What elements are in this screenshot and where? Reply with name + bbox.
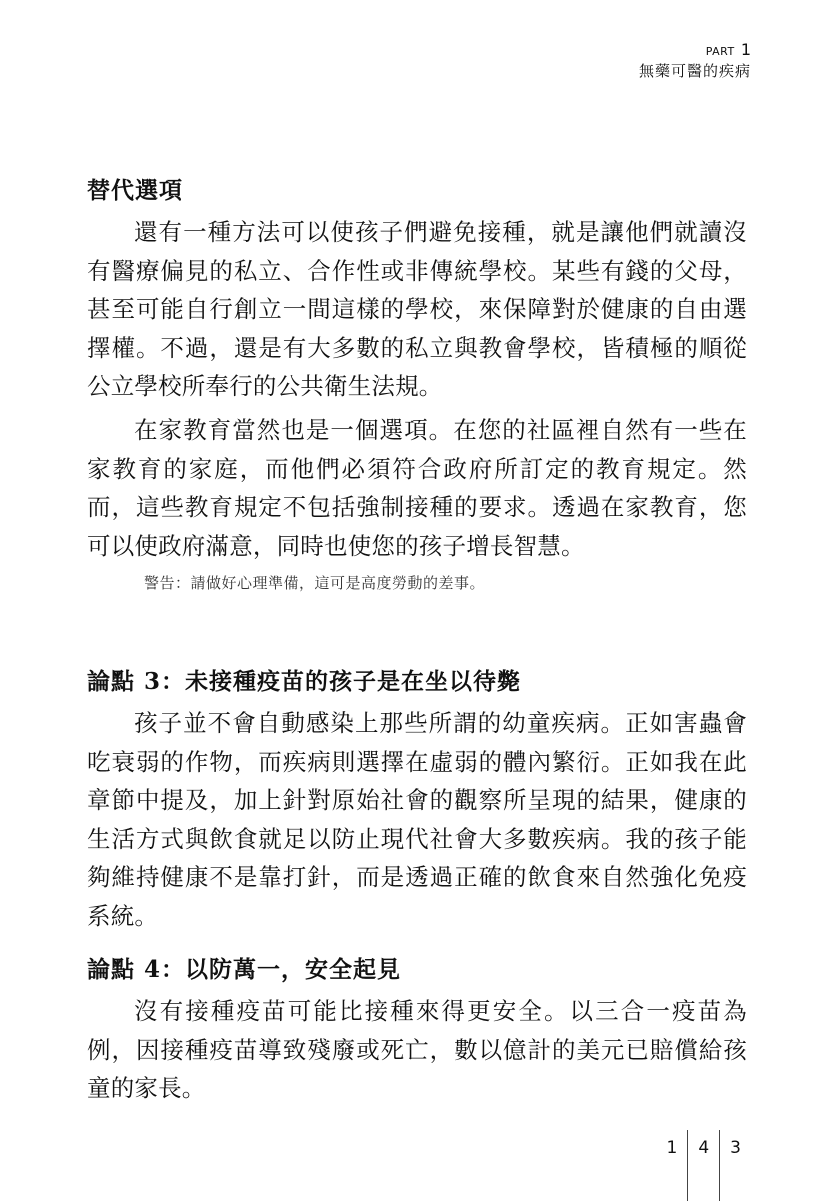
paragraph-private-schools: 還有一種方法可以使孩子們避免接種，就是讓他們就讀沒有醫療偏見的私立、合作性或非傳統學校。某些有錢的父母，甚至可能自行創立一間這樣的學校，來保障對於健康的自由選擇權。不過，還是有大多數的私立與教會學校，皆積極的順從公立學校所奉行的公共衛生法規。 [87,218,747,400]
page-number [657,1130,751,1201]
warning-note: 警告：請做好心理準備，這可是高度勞動的差事。 [144,574,486,592]
section-heading-alternatives: 替代選項 [87,177,183,204]
page-digit-3: 3 [719,1130,751,1201]
page-digit-1: 1 [666,1138,678,1158]
section-heading-argument-4: 論點 4：以防萬一，安全起見 [87,956,402,983]
running-header [531,40,751,82]
part-number: 1 [740,40,751,59]
paragraph-argument-4: 沒有接種疫苗可能比接種來得更安全。以三合一疫苗為例，因接種疫苗導致殘廢或死亡，數以億計的美元已賠償給孩童的家長。 [87,997,747,1102]
part-label: PART [705,45,735,58]
page-digit-2: 4 [687,1130,719,1201]
section-heading-argument-3: 論點 3：未接種疫苗的孩子是在坐以待斃 [87,668,522,695]
part-indicator [531,40,751,60]
paragraph-argument-3: 孩子並不會自動感染上那些所謂的幼童疾病。正如害蟲會吃衰弱的作物，而疾病則選擇在虛弱的體內繁衍。正如我在此章節中提及，加上針對原始社會的觀察所呈現的結果，健康的生活方式與飲食就足以防止現代社會大多數疾病。我的孩子能夠維持健康不是靠打針，而是透過正確的飲食來自然強化免疫系統。 [87,709,747,930]
paragraph-homeschooling: 在家教育當然也是一個選項。在您的社區裡自然有一些在家教育的家庭，而他們必須符合政府所訂定的教育規定。然而，這些教育規定不包括強制接種的要求。透過在家教育，您可以使政府滿意，同時也使您的孩子增長智慧。 [87,416,747,560]
chapter-title: 無藥可醫的疾病 [638,62,751,80]
